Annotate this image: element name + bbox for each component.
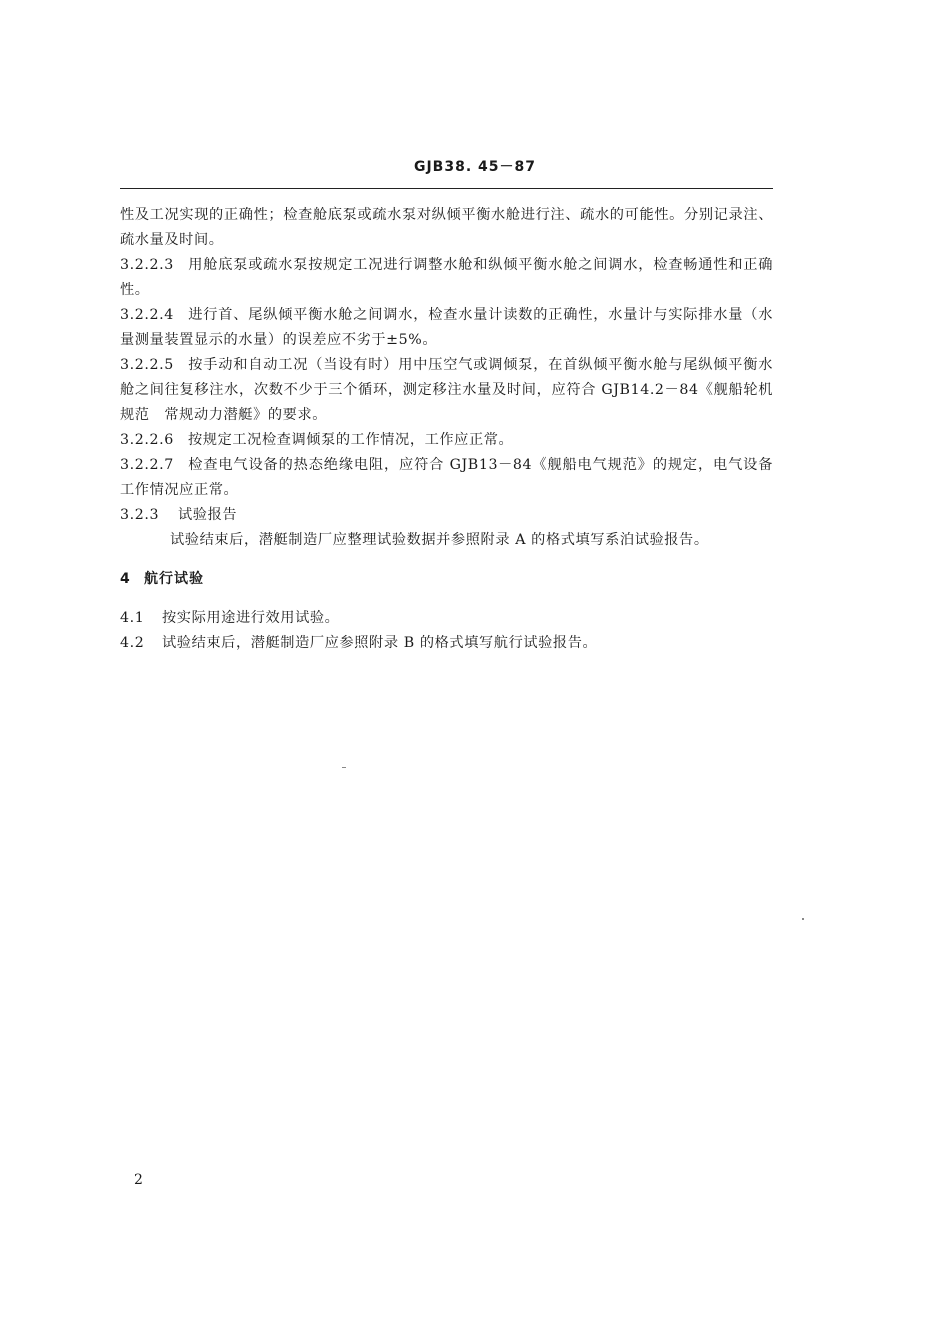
clause-number: 3.2.2.3 [120, 257, 174, 273]
header-rule [120, 188, 773, 189]
clause-4-1 [120, 606, 773, 631]
page-number: 2 [134, 1172, 143, 1188]
clause-3-2-2-7 [120, 453, 773, 503]
clause-3-2-2-4 [120, 303, 773, 353]
clause-3-2-3-heading [120, 503, 773, 528]
clause-number: 3.2.2.7 [120, 457, 174, 473]
clause-number: 3.2.2.4 [120, 307, 174, 323]
clause-text: 进行首、尾纵倾平衡水舱之间调水，检查水量计读数的正确性，水量计与实际排水量（水量测量装置显示的水量）的误差应不劣于±5%。 [120, 307, 773, 348]
section-title: 航行试验 [144, 571, 204, 587]
clause-3-2-3-text: 试验结束后，潜艇制造厂应整理试验数据并参照附录 A 的格式填写系泊试验报告。 [170, 532, 709, 548]
section-4-heading [120, 567, 773, 592]
clause-3-2-2-3 [120, 253, 773, 303]
paragraph-continued: 性及工况实现的正确性；检查舱底泵或疏水泵对纵倾平衡水舱进行注、疏水的可能性。分别记录注、疏水量及时间。 [120, 207, 773, 248]
clause-text: 试验结束后，潜艇制造厂应参照附录 B 的格式填写航行试验报告。 [162, 635, 598, 651]
clause-3-2-2-5 [120, 353, 773, 428]
clause-title: 试验报告 [178, 507, 238, 523]
scan-speck [802, 918, 804, 920]
clause-text: 用舱底泵或疏水泵按规定工况进行调整水舱和纵倾平衡水舱之间调水，检查畅通性和正确性。 [120, 257, 773, 298]
clause-4-2 [120, 631, 773, 656]
clause-text: 检查电气设备的热态绝缘电阻，应符合 GJB13－84《舰船电气规范》的规定，电气设备工作情况应正常。 [120, 457, 773, 498]
clause-number: 4.2 [120, 635, 145, 651]
clause-text: 按实际用途进行效用试验。 [162, 610, 340, 626]
clause-text: 按规定工况检查调倾泵的工作情况，工作应正常。 [188, 432, 514, 448]
clause-3-2-2-6 [120, 428, 773, 453]
clause-number: 3.2.2.6 [120, 432, 174, 448]
document-body [120, 203, 773, 656]
clause-text: 按手动和自动工况（当设有时）用中压空气或调倾泵，在首纵倾平衡水舱与尾纵倾平衡水舱之间往复移注水，次数不少于三个循环，测定移注水量及时间，应符合 GJB14.2－84《舰船轮机规范 常规动力潜艇》的要求。 [120, 357, 773, 423]
scan-speck [342, 767, 346, 768]
clause-number: 4.1 [120, 610, 145, 626]
section-number: 4 [120, 571, 131, 587]
clause-number: 3.2.3 [120, 507, 160, 523]
document-header: GJB38. 45－87 [413, 159, 536, 175]
clause-number: 3.2.2.5 [120, 357, 174, 373]
